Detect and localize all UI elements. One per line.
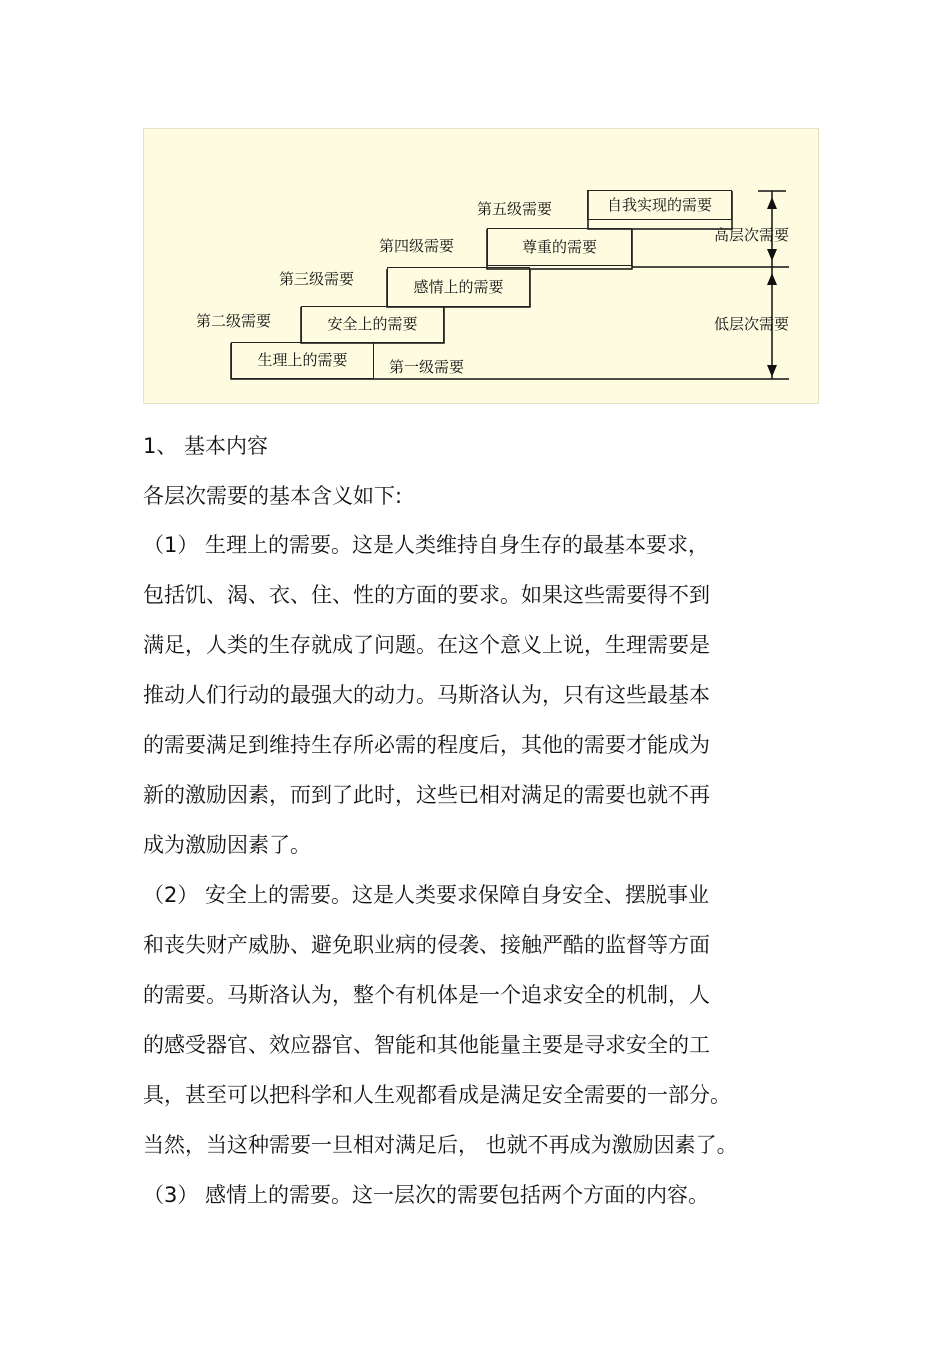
level5-label: 第五级需要 bbox=[477, 200, 553, 218]
body-line: 的需要满足到维持生存所必需的程度后，其他的需要才能成为 bbox=[143, 733, 710, 757]
body-line: （3） 感情上的需要。这一层次的需要包括两个方面的内容。 bbox=[143, 1183, 710, 1207]
body-line: 成为激励因素了。 bbox=[143, 833, 311, 857]
section-heading: 1、 基本内容 bbox=[143, 434, 269, 458]
arrow-down-bottom bbox=[767, 365, 777, 377]
level4-label: 第四级需要 bbox=[379, 237, 455, 255]
body-line: 包括饥、渴、衣、住、性的方面的要求。如果这些需要得不到 bbox=[143, 583, 710, 607]
level2-label: 第二级需要 bbox=[196, 312, 272, 330]
arrow-up-low bbox=[767, 273, 777, 285]
maslow-hierarchy-diagram bbox=[143, 128, 819, 404]
body-line: 推动人们行动的最强大的动力。马斯洛认为，只有这些最基本 bbox=[143, 683, 710, 707]
arrow-up-top bbox=[767, 197, 777, 209]
body-line: 新的激励因素，而到了此时，这些已相对满足的需要也就不再 bbox=[143, 783, 710, 807]
esteem-box: 尊重的需要 bbox=[487, 228, 632, 266]
body-line: 当然，当这种需要一旦相对满足后， 也就不再成为激励因素了。 bbox=[143, 1133, 738, 1157]
body-line: 和丧失财产威胁、避免职业病的侵袭、接触严酷的监督等方面 bbox=[143, 933, 710, 957]
level1-label: 第一级需要 bbox=[389, 358, 465, 376]
body-line: 具，甚至可以把科学和人生观都看成是满足安全需要的一部分。 bbox=[143, 1083, 731, 1107]
level3-label: 第三级需要 bbox=[279, 270, 355, 288]
body-line: 的需要。马斯洛认为，整个有机体是一个追求安全的机制，人 bbox=[143, 983, 710, 1007]
physiological-box: 生理上的需要 bbox=[231, 342, 374, 379]
intro-line: 各层次需要的基本含义如下: bbox=[143, 484, 403, 508]
safety-box: 安全上的需要 bbox=[301, 306, 444, 343]
high-level-label: 高层次需要 bbox=[714, 226, 790, 244]
body-line: 满足，人类的生存就成了问题。在这个意义上说，生理需要是 bbox=[143, 633, 710, 657]
body-line: （2） 安全上的需要。这是人类要求保障自身安全、摆脱事业 bbox=[143, 883, 710, 907]
arrow-down-high bbox=[767, 249, 777, 261]
body-line: 的感受器官、效应器官、智能和其他能量主要是寻求安全的工 bbox=[143, 1033, 710, 1057]
low-level-label: 低层次需要 bbox=[714, 315, 790, 333]
body-line: （1） 生理上的需要。这是人类维持自身生存的最基本要求， bbox=[143, 533, 710, 557]
love-box: 感情上的需要 bbox=[387, 267, 530, 307]
self-actualization-box: 自我实现的需要 bbox=[587, 190, 732, 220]
